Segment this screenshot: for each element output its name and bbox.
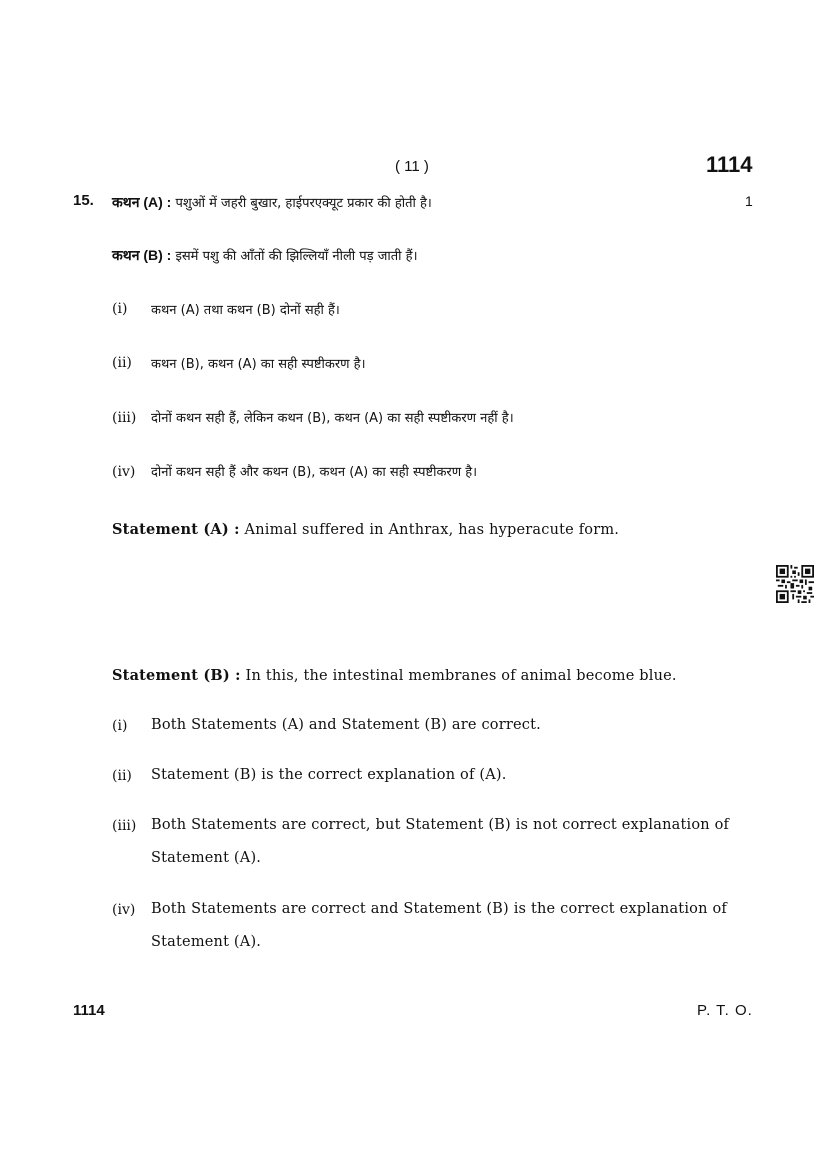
english-statement-a-text: Animal suffered in Anthrax, has hyperacute form. (244, 522, 620, 538)
english-statement-a-label: Statement (A) : (112, 521, 240, 538)
option-label: (i) (112, 301, 128, 317)
hindi-statement-b (112, 246, 418, 265)
hindi-statement-a-label: कथन (A) : (112, 194, 172, 210)
option-label: (ii) (112, 768, 132, 784)
pto-label: P. T. O. (697, 1002, 753, 1019)
option-text: Both Statements (A) and Statement (B) are correct. (151, 717, 541, 733)
option-label: (iv) (112, 902, 136, 918)
option-text: Both Statements are correct, but Statement (B) is not correct explanation of Statement (A). (151, 817, 730, 866)
option-text: Statement (B) is the correct explanation of (A). (151, 767, 507, 783)
option-label: (iii) (112, 410, 137, 426)
english-statement-b-label: Statement (B) : (112, 667, 241, 684)
english-statement-b-text: In this, the intestinal membranes of animal become blue. (245, 668, 677, 684)
option-text: दोनों कथन सही हैं, लेकिन कथन (B), कथन (A) का सही स्पष्टीकरण नहीं है। (151, 411, 514, 426)
option-text: दोनों कथन सही हैं और कथन (B), कथन (A) का सही स्पष्टीकरण है। (151, 465, 478, 480)
option-label: (ii) (112, 355, 132, 371)
option-text: Both Statements are correct and Statement (B) is the correct explanation of Statement (A). (151, 901, 727, 950)
option-label: (iv) (112, 464, 136, 480)
paper-code-header: 1114 (706, 152, 753, 177)
hindi-statement-b-label: कथन (B) : (112, 247, 172, 263)
option-label: (i) (112, 718, 128, 734)
english-statement-b (112, 667, 677, 684)
page-number: ( 11 ) (395, 158, 429, 175)
question-marks: 1 (745, 193, 753, 209)
option-text: कथन (A) तथा कथन (B) दोनों सही हैं। (151, 303, 340, 318)
hindi-statement-a (112, 193, 432, 212)
english-statement-a (112, 521, 619, 538)
question-number: 15. (73, 192, 94, 209)
qr-code-icon (776, 565, 814, 603)
hindi-statement-a-text: पशुओं में जहरी बुखार, हाईपरएक्यूट प्रकार की होती है। (175, 196, 432, 211)
paper-code-footer: 1114 (73, 1002, 105, 1019)
hindi-statement-b-text: इसमें पशु की आँतों की झिल्लियाँ नीली पड़ जाती हैं। (175, 249, 418, 264)
option-text: कथन (B), कथन (A) का सही स्पष्टीकरण है। (151, 357, 366, 372)
option-label: (iii) (112, 818, 137, 834)
